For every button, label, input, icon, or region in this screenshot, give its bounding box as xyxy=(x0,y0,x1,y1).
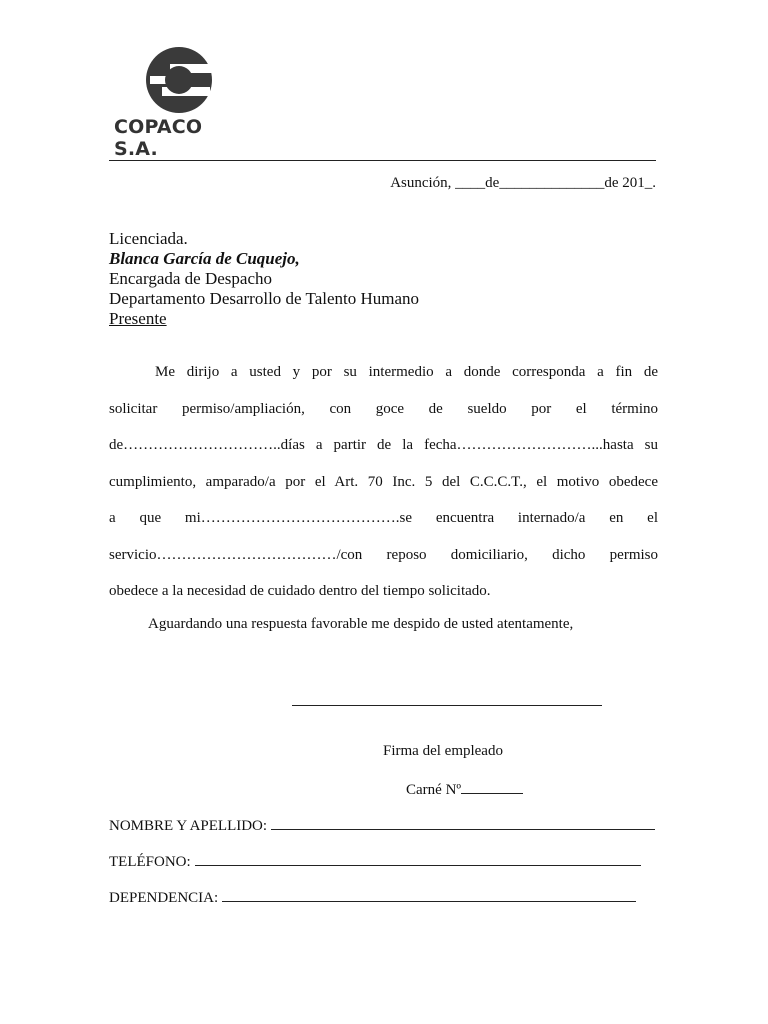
copaco-logo xyxy=(114,44,244,160)
body-line: obedece a la necesidad de cuidado dentro del tiempo solicitado. xyxy=(109,583,491,599)
date-line: Asunción, ____de______________de 201_. xyxy=(390,175,656,191)
signature-line[interactable] xyxy=(292,705,602,706)
body-line: cumplimiento, amparado/a por el Art. 70 Inc. 5 del C.C.C.T., el motivo obedece xyxy=(109,473,658,490)
dependencia-label: DEPENDENCIA: xyxy=(109,890,219,906)
copaco-logo-icon xyxy=(140,46,218,114)
body-line: Me dirijo a usted y por su intermedio a donde corresponda a fin de xyxy=(155,364,658,380)
dependencia-field xyxy=(109,889,636,907)
recipient-title: Encargada de Despacho xyxy=(109,269,272,288)
closing-line: Aguardando una respuesta favorable me despido de usted atentamente, xyxy=(148,616,574,632)
carne-label: Carné Nº xyxy=(406,782,462,798)
nombre-label: NOMBRE Y APELLIDO: xyxy=(109,818,268,834)
recipient-department: Departamento Desarrollo de Talento Humano xyxy=(109,289,420,308)
body-line: servicio………………………………/con reposo domiciliario, dicho permiso xyxy=(109,546,658,563)
telefono-label: TELÉFONO: xyxy=(109,854,191,870)
dependencia-blank[interactable] xyxy=(222,889,636,902)
letter-body xyxy=(109,360,658,616)
signature-label: Firma del empleado xyxy=(383,743,503,759)
nombre-field xyxy=(109,817,655,835)
body-line: de…………………………..días a partir de la fecha………………………...hasta su xyxy=(109,437,658,453)
telefono-field xyxy=(109,853,641,871)
header-divider xyxy=(109,160,656,161)
logo-text: COPACO S.A. xyxy=(114,116,203,160)
recipient-name: Blanca García de Cuquejo, xyxy=(109,249,300,268)
body-line: solicitar permiso/ampliación, con goce de sueldo por el término xyxy=(109,400,658,417)
body-line: a que mi………………………………….se encuentra internado/a en el xyxy=(109,510,658,526)
nombre-blank[interactable] xyxy=(271,817,655,830)
recipient-salutation: Licenciada. xyxy=(109,229,188,248)
recipient-block xyxy=(109,229,419,329)
carne-field xyxy=(406,781,523,799)
telefono-blank[interactable] xyxy=(195,853,641,866)
recipient-presente: Presente xyxy=(109,309,167,328)
carne-blank[interactable] xyxy=(461,781,523,794)
